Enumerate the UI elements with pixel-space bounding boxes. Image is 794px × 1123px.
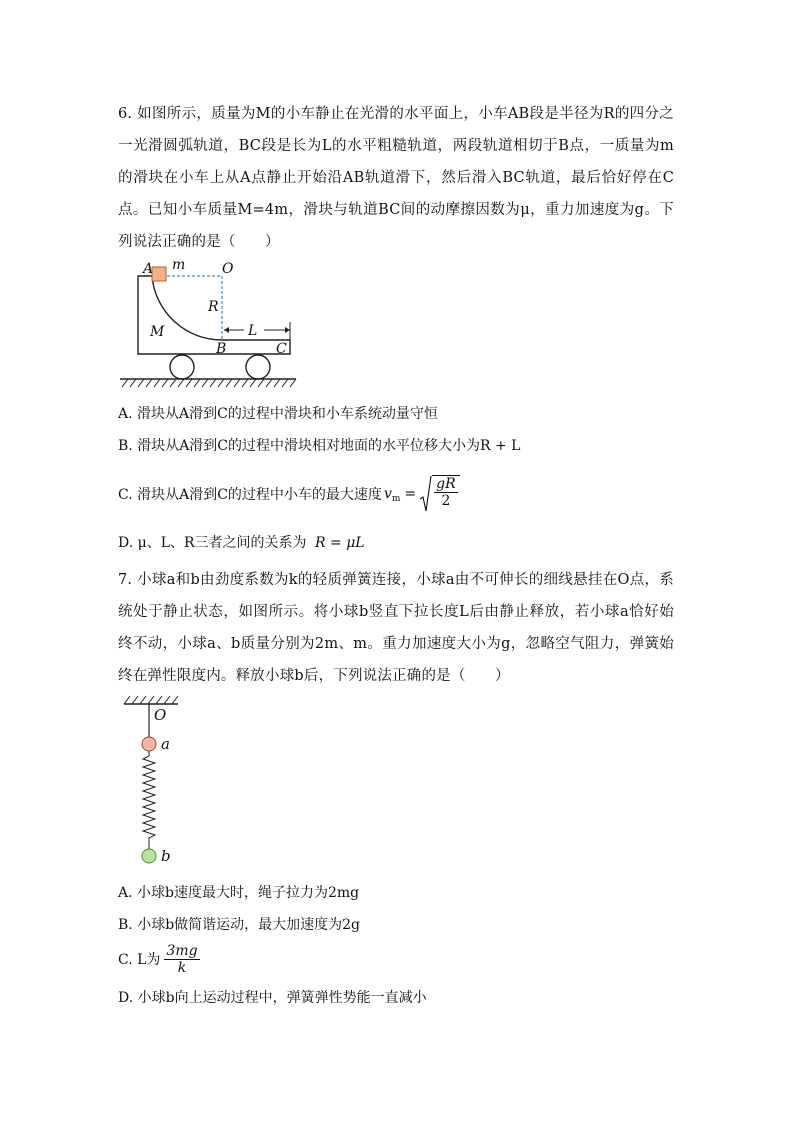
q6-option-d-text: D. μ、L、R三者之间的关系为 — [118, 535, 307, 551]
label-O: O — [154, 706, 167, 724]
q6-option-c-eq: = — [404, 486, 417, 502]
label-L: L — [248, 323, 258, 339]
ground-hatching — [122, 379, 296, 387]
q7-stem: 7. 小球a和b由劲度系数为k的轻质弹簧连接，小球a由不可伸长的细线悬挂在O点，系统处于静止状态，如图所示。将小球b竖直下拉长度L后由静止释放，若小球a恰好始终不动，小球a、b质量分别为2m、m。重力加速度大小为g，忽略空气阻力，弹簧始终在弹性限度内。释放小球b后，下列说法正确的是（ ） — [118, 572, 674, 684]
q7-option-c-num: 3mg — [166, 942, 198, 959]
q6-option-d[interactable] — [118, 532, 365, 552]
q7-option-a[interactable]: A. 小球b速度最大时，绳子拉力为2mg — [118, 885, 360, 901]
sqrt-icon — [420, 475, 460, 513]
ceiling-hatching — [124, 696, 178, 704]
label-R: R — [208, 299, 219, 315]
label-M: M — [150, 324, 165, 340]
q7-option-c-text: C. L为 — [118, 952, 161, 968]
q6-option-c-num: gR — [436, 476, 456, 492]
slider-block — [152, 267, 166, 281]
ball-b — [142, 849, 156, 863]
q6-option-b[interactable]: B. 滑块从A滑到C的过程中滑块相对地面的水平位移大小为R + L — [118, 438, 521, 454]
q6-option-c-v: v — [383, 486, 392, 502]
q6-option-c-text: C. 滑块从A滑到C的过程中小车的最大速度 — [118, 487, 382, 503]
length-arrow-right — [285, 327, 290, 333]
label-B: B — [216, 341, 227, 357]
wheel-left — [170, 355, 194, 379]
q6-option-c-sub: m — [391, 494, 401, 504]
q7-spring-diagram — [116, 692, 206, 868]
spring — [143, 751, 155, 849]
label-C: C — [276, 341, 287, 357]
q7-option-c-den: k — [177, 959, 187, 976]
label-a: a — [161, 735, 170, 753]
q6-option-c-den: 2 — [441, 493, 451, 509]
label-O: O — [222, 261, 234, 277]
cart-body — [138, 276, 290, 354]
wheel-right — [246, 355, 270, 379]
q6-option-d-formula: R = μL — [315, 535, 365, 551]
ball-a — [142, 737, 156, 751]
label-m: m — [172, 257, 186, 273]
label-b: b — [161, 847, 171, 865]
q7-option-d[interactable]: D. 小球b向上运动过程中，弹簧弹性势能一直减小 — [118, 990, 427, 1006]
q6-cart-diagram — [112, 254, 308, 394]
q6-option-a[interactable]: A. 滑块从A滑到C的过程中滑块和小车系统动量守恒 — [118, 406, 438, 422]
q7-option-c[interactable] — [118, 941, 200, 977]
q7-option-b[interactable]: B. 小球b做简谐运动，最大加速度为2g — [118, 917, 361, 933]
q6-stem: 6. 如图所示，质量为M的小车静止在光滑的水平面上，小车AB段是半径为R的四分之一光滑圆弧轨道，BC段是长为L的水平粗糙轨道，两段轨道相切于B点，一质量为m的滑块在小车上从A点静止开始沿AB轨道滑下，然后滑入BC轨道，最后恰好停在C点。已知小车质量M=4m，滑块与轨道BC间的动摩擦因数为μ，重力加速度为g。下列说法正确的是（ ） — [118, 106, 674, 250]
q6-option-c[interactable] — [118, 474, 460, 514]
label-A: A — [143, 261, 154, 277]
length-arrow-left — [224, 327, 229, 333]
